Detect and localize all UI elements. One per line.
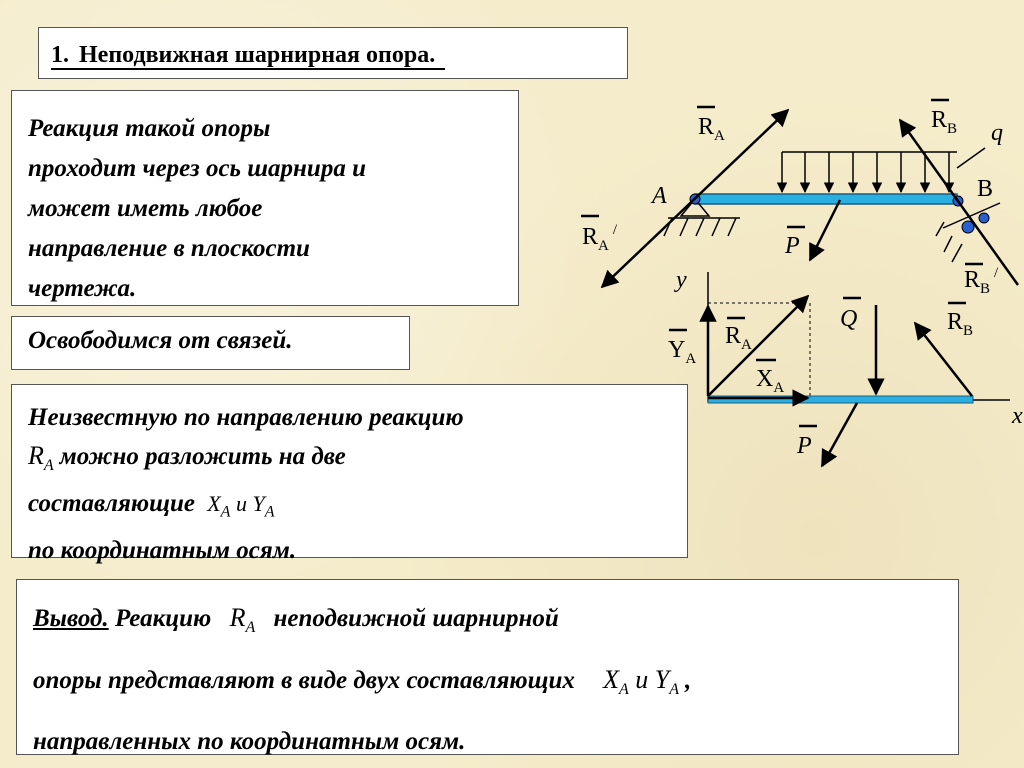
decomposition-line-3: составляющие $X_A$ и $Y_A$ <box>28 490 275 521</box>
label-x-axis: x <box>1012 403 1023 429</box>
label-p-upper: P <box>785 233 800 259</box>
vector-overbars <box>581 100 983 426</box>
decomposition-line-1: Неизвестную по направлению реакцию <box>28 404 464 431</box>
label-ra-upper: $R_A$ <box>698 114 725 144</box>
description-line-5: чертежа. <box>28 275 137 302</box>
decomposition-line-4: по координатным осям. <box>28 536 297 564</box>
label-xa: $X_A$ <box>756 366 785 396</box>
label-rb-upper: $R_B$ <box>931 107 958 137</box>
label-point-b: B <box>977 176 994 202</box>
label-y-axis: y <box>676 267 687 293</box>
ra-symbol: $R_A$ <box>229 603 256 637</box>
label-p-lower: P <box>797 433 812 459</box>
description-line-3: может иметь любое <box>28 195 263 222</box>
xa-ya-symbols: $X_A$ и $Y_A$ <box>207 491 275 521</box>
free-from-constraints-text: Освободимся от связей. <box>28 327 293 354</box>
description-line-1: Реакция такой опоры <box>28 115 271 142</box>
distributed-load-q <box>782 148 985 192</box>
label-q-resultant: Q <box>840 306 858 332</box>
label-point-a: A <box>652 183 667 209</box>
decomposition-line-2: $R_A$ можно разложить на две <box>28 441 346 475</box>
description-line-4: направление в плоскости <box>28 235 310 262</box>
xa-ya-symbols: $X_A$ и $Y_A$ <box>603 665 680 699</box>
force-p-upper-arrow <box>810 200 840 260</box>
label-rb-lower: $R_B$ <box>947 309 974 339</box>
label-ra-lower: $R_A$ <box>725 323 752 353</box>
description-line-2: проходит через ось шарнира и <box>28 155 366 182</box>
conclusion-line-1: Вывод. Реакцию $R_A$ неподвижной шарнирной <box>33 603 559 637</box>
ra-symbol: $R_A$ <box>28 441 54 475</box>
label-ya: $Y_A$ <box>668 337 697 367</box>
upper-beam <box>695 194 957 204</box>
label-rb-prime: $R_B^/$ <box>964 265 999 297</box>
roller-b-2 <box>979 213 989 223</box>
conclusion-label: Вывод. <box>33 605 109 632</box>
force-p-lower-arrow <box>822 403 857 466</box>
label-q-load: q <box>991 120 1003 146</box>
conclusion-line-2: опоры представляют в виде двух составляющих $X_A$ и $Y_A$ , <box>33 665 692 699</box>
label-ra-prime: $R_A^/$ <box>582 222 618 254</box>
conclusion-line-3: направленных по координатным осям. <box>33 728 466 756</box>
slide-title: 1. Неподвижная шарнирная опора. <box>51 42 445 70</box>
